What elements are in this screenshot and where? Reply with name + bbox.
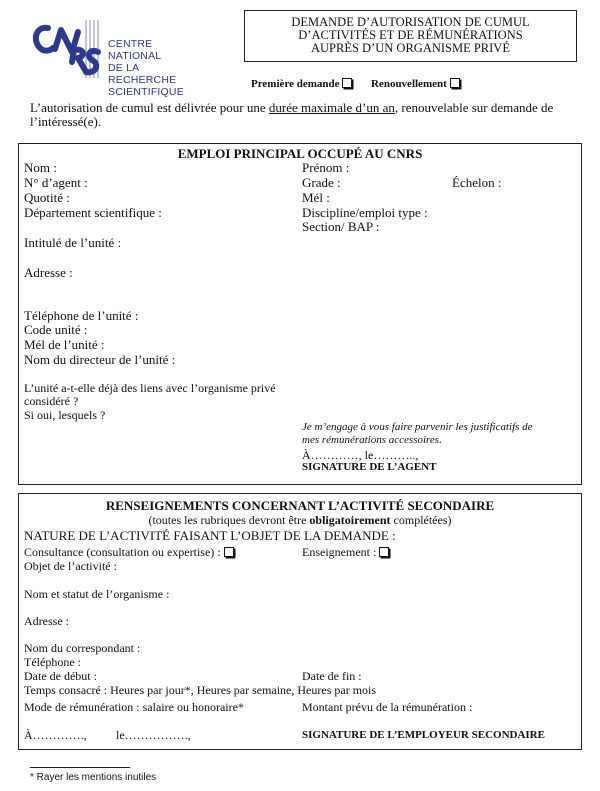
renewal-label: Renouvellement — [371, 78, 447, 90]
date-fin-label: Date de fin : — [302, 669, 362, 683]
cnrs-wordmark-icon — [28, 18, 104, 80]
logo-line-1: CENTRE NATIONAL — [108, 38, 162, 62]
directeur-unite-label: Nom du directeur de l’unité : — [24, 352, 176, 367]
engagement-line-2: mes rémunérations accessoires. — [302, 434, 442, 446]
first-request-option[interactable] — [251, 78, 352, 90]
consultance-label: Consultance (consultation ou expertise) : — [24, 545, 221, 559]
agent-lieu-date: À…………, le……….., — [302, 448, 419, 462]
footnote: * Rayer les mentions inutiles — [30, 772, 157, 783]
telephone-label: Téléphone : — [24, 655, 81, 669]
enseignement-label: Enseignement : — [302, 545, 377, 559]
logo-line-3: SCIENTIFIQUE — [108, 86, 184, 98]
title-box — [244, 10, 577, 62]
section1-heading: EMPLOI PRINCIPAL OCCUPÉ AU CNRS — [177, 146, 423, 161]
sub-text-1: (toutes les rubriques devront être — [148, 513, 310, 527]
liens-question-3: Si oui, lesquels ? — [24, 408, 106, 422]
liens-question-1: L’unité a-t-elle déjà des liens avec l’organisme privé — [24, 381, 276, 395]
departement-label: Département scientifique : — [24, 205, 162, 220]
intro-line-2: l’intéressé(e). — [30, 114, 102, 129]
adresse-organisme-label: Adresse : — [24, 614, 69, 628]
date-debut-label: Date de début : — [24, 669, 97, 683]
title-line-1: DEMANDE D’AUTORISATION DE CUMUL — [291, 15, 530, 29]
engagement-line-1: Je m’engage à vous faire parvenir les justificatifs de — [302, 421, 533, 433]
agent-signature-label: SIGNATURE DE L’AGENT — [302, 461, 437, 473]
employeur-lieu: À…………., — [24, 728, 87, 742]
sub-text-bold: obligatoirement — [309, 513, 391, 527]
intro-text-1: L’autorisation de cumul est délivrée pour une — [30, 100, 269, 115]
enseignement-option[interactable] — [302, 545, 389, 560]
quotite-label: Quotité : — [24, 190, 70, 205]
montant-remuneration-label: Montant prévu de la rémunération : — [302, 700, 473, 714]
numero-agent-label: N° d’agent : — [24, 175, 88, 190]
first-request-label: Première demande — [251, 78, 340, 90]
intro-text-2: , renouvelable sur demande de — [394, 100, 554, 115]
organisme-label: Nom et statut de l’organisme : — [24, 587, 170, 601]
code-unite-label: Code unité : — [24, 322, 88, 337]
nature-activite-label: NATURE DE L’ACTIVITÉ FAISANT L’OBJET DE LA DEMANDE : — [24, 528, 396, 543]
nom-label: Nom : — [24, 160, 57, 175]
correspondant-label: Nom du correspondant : — [24, 641, 141, 655]
prenom-label: Prénom : — [302, 160, 350, 175]
first-request-checkbox[interactable] — [342, 78, 352, 88]
logo-line-2: DE LA RECHERCHE — [108, 62, 177, 86]
renewal-option[interactable] — [371, 78, 460, 90]
echelon-label: Échelon : — [452, 175, 502, 190]
section2-heading: RENSEIGNEMENTS CONCERNANT L’ACTIVITÉ SECONDAIRE — [105, 498, 495, 513]
liens-question-2: considéré ? — [24, 394, 79, 408]
telephone-unite-label: Téléphone de l’unité : — [24, 308, 139, 323]
adresse-unite-label: Adresse : — [24, 265, 73, 280]
intro-underlined: durée maximale d’un an — [268, 100, 395, 115]
consultance-option[interactable] — [24, 545, 234, 560]
intro-line-1 — [30, 100, 553, 116]
objet-activite-label: Objet de l’activité : — [24, 559, 117, 573]
title-line-2: D’ACTIVITÉS ET DE RÉMUNÉRATIONS — [298, 28, 523, 42]
section-bap-label: Section/ BAP : — [302, 219, 380, 234]
employeur-date: le……………., — [116, 728, 191, 742]
footnote-separator — [30, 767, 130, 768]
title-line-3: AUPRÈS D’UN ORGANISME PRIVÉ — [311, 41, 510, 55]
sub-text-2: complétées) — [390, 513, 452, 527]
mode-remuneration-label: Mode de rémunération : salaire ou honoraire* — [24, 700, 244, 714]
enseignement-checkbox[interactable] — [379, 547, 389, 557]
intitule-unite-label: Intitulé de l’unité : — [24, 235, 122, 250]
renewal-checkbox[interactable] — [450, 78, 460, 88]
consultance-checkbox[interactable] — [224, 547, 234, 557]
section2-subheading — [0, 513, 600, 528]
discipline-label: Discipline/emploi type : — [302, 205, 428, 220]
cnrs-logo — [28, 18, 208, 98]
mel-unite-label: Mél de l’unité : — [24, 337, 105, 352]
employeur-signature-label: SIGNATURE DE L’EMPLOYEUR SECONDAIRE — [302, 729, 545, 741]
grade-label: Grade : — [302, 175, 341, 190]
mel-label: Mél : — [302, 190, 330, 205]
temps-consacre-label: Temps consacré : Heures par jour*, Heures par semaine, Heures par mois — [24, 683, 377, 697]
